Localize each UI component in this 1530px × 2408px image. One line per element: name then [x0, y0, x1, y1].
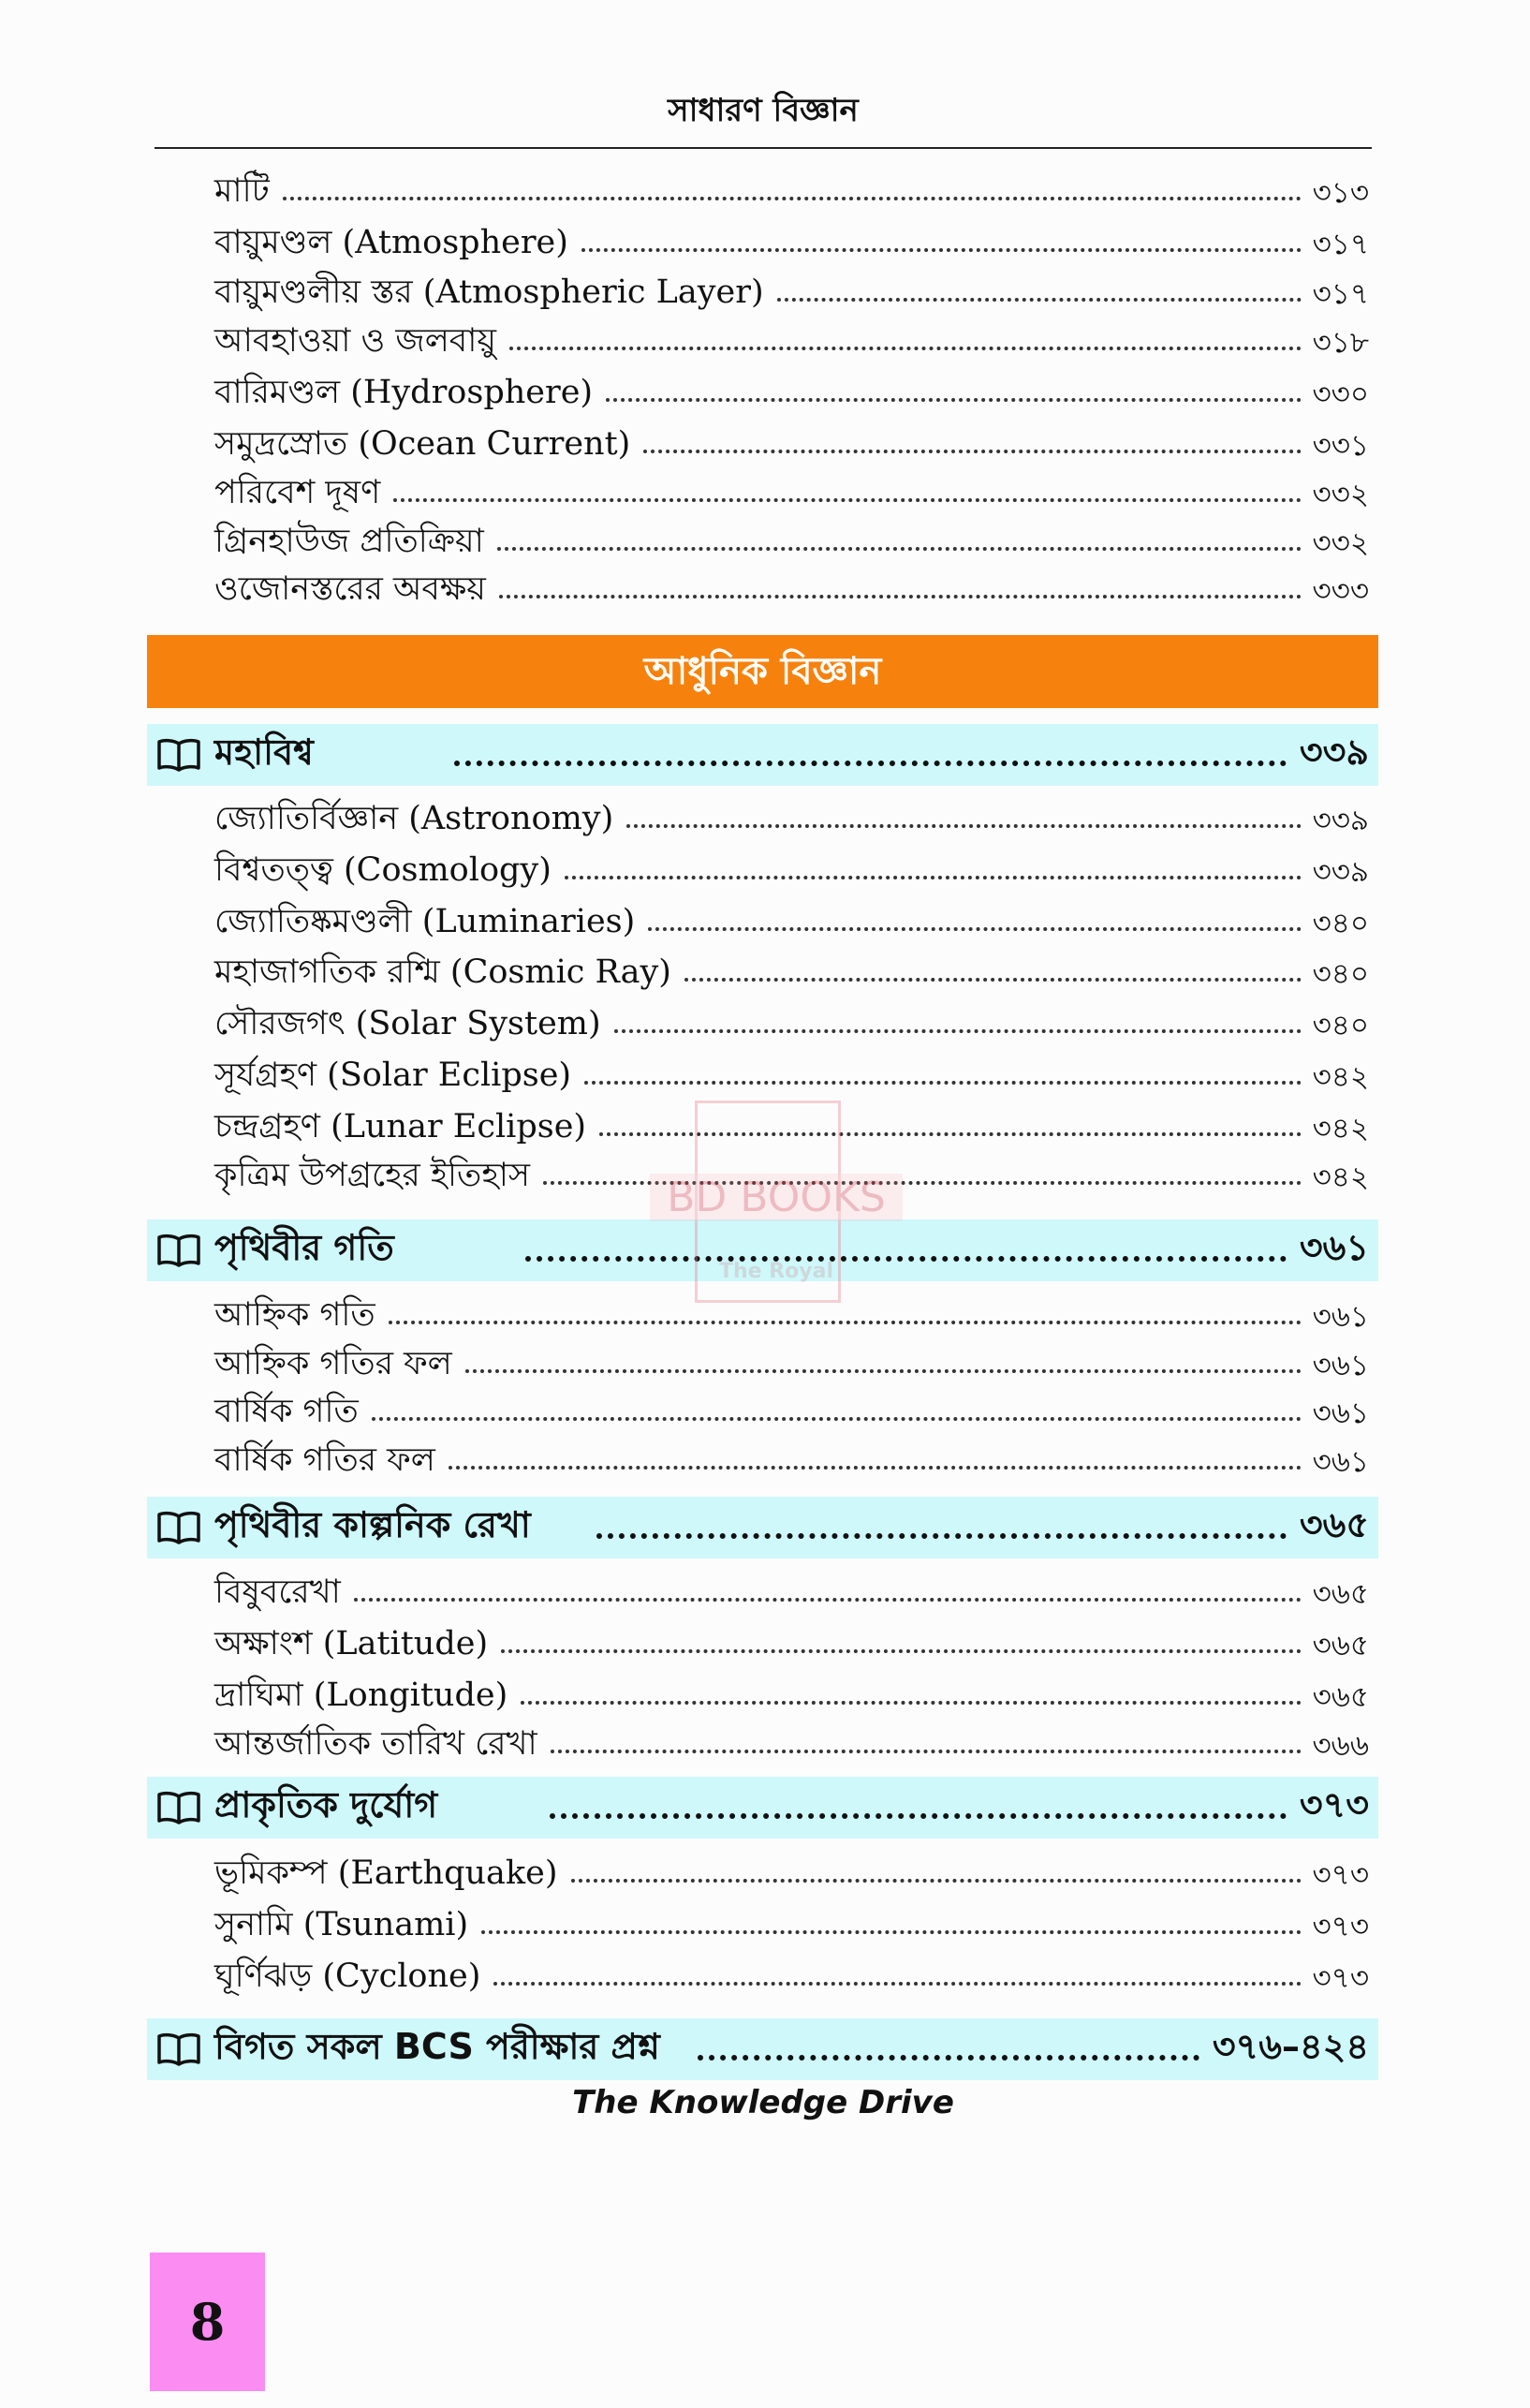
- section-heading[interactable]: [147, 1497, 1378, 1559]
- section-title: প্রাকৃতিক দুর্যোগ: [214, 1784, 438, 1825]
- section-page: ৩৭৬–৪২৪: [1212, 2026, 1369, 2067]
- toc-entry[interactable]: [147, 510, 1378, 558]
- section-heading[interactable]: [147, 1777, 1378, 1839]
- dot-leader: [393, 498, 1301, 502]
- section-title: মহাবিশ্ব: [214, 731, 314, 773]
- toc-entry-page: ৩৪০: [1312, 957, 1369, 991]
- page-header: সাধারণ বিজ্ঞান: [668, 92, 859, 129]
- toc-entry-page: ৩৭৩: [1312, 1858, 1369, 1892]
- toc-entry-label: বিষুবরেখা: [214, 1573, 341, 1611]
- toc-entry-page: ৩৬৬: [1312, 1729, 1369, 1763]
- toc-entry-page: ৩৪২: [1312, 1060, 1369, 1094]
- watermark-subtext: The Royal: [718, 1260, 834, 1283]
- section-heading[interactable]: [147, 1219, 1378, 1281]
- toc-entry[interactable]: [147, 1841, 1378, 1890]
- section-page: ৩৩৯: [1299, 731, 1369, 773]
- toc-entry[interactable]: [147, 461, 1378, 510]
- toc-entry-page: ৩৭৩: [1312, 1961, 1369, 1995]
- dot-leader: [643, 450, 1301, 453]
- dot-leader: [283, 197, 1302, 200]
- toc-entry[interactable]: [147, 1144, 1378, 1192]
- open-book-icon: [154, 1509, 203, 1546]
- toc-entry-label: বার্ষিক গতির ফল: [214, 1441, 435, 1479]
- toc-entry-page: ৩৩২: [1312, 478, 1369, 511]
- toc-entry[interactable]: [147, 787, 1378, 835]
- toc-entry[interactable]: [147, 309, 1378, 358]
- dot-leader: [389, 1321, 1302, 1324]
- dot-leader: [550, 1813, 1287, 1819]
- toc-entry-label: ভূমিকম্প (Earthquake): [214, 1854, 558, 1892]
- toc-entry-label: আহ্নিক গতি: [214, 1296, 375, 1334]
- toc-entry-label: আবহাওয়া ও জলবায়ু: [214, 322, 497, 360]
- dot-leader: [449, 1466, 1302, 1470]
- header-rule: [154, 147, 1372, 149]
- toc-entry[interactable]: [147, 890, 1378, 938]
- toc-entry-page: ৩১৮: [1312, 326, 1369, 360]
- toc-entry[interactable]: [147, 1612, 1378, 1661]
- dot-leader: [499, 595, 1302, 598]
- page-number: 8: [150, 2253, 265, 2391]
- toc-entry-label: বারিমণ্ডল (Hydrosphere): [214, 374, 594, 411]
- toc-entry-page: ৩৩৩: [1312, 574, 1369, 608]
- toc-entry-label: মাটি: [214, 172, 270, 210]
- dot-leader: [497, 547, 1302, 551]
- toc-entry-label: সূর্যগ্রহণ (Solar Eclipse): [214, 1056, 572, 1094]
- toc-entry-page: ৩৩৯: [1312, 855, 1369, 889]
- dot-leader: [606, 398, 1301, 402]
- section-page: ৩৬৫: [1299, 1504, 1369, 1545]
- footer-tagline: The Knowledge Drive: [572, 2084, 954, 2121]
- toc-entry-label: দ্রাঘিমা (Longitude): [214, 1677, 508, 1714]
- toc-entry[interactable]: [147, 1283, 1378, 1332]
- toc-entry-page: ৩৬১: [1312, 1300, 1369, 1334]
- toc-entry-page: ৩১৭: [1312, 277, 1369, 311]
- section-title: পৃথিবীর গতি: [214, 1227, 394, 1268]
- dot-leader: [525, 1256, 1287, 1262]
- section-title: বিগত সকল BCS পরীক্ষার প্রশ্ন: [214, 2026, 660, 2067]
- toc-entry-page: ৩৪০: [1312, 1009, 1369, 1042]
- dot-leader: [626, 824, 1301, 828]
- toc-entry-page: ৩৬১: [1312, 1396, 1369, 1430]
- toc-entry-page: ৩৪২: [1312, 1112, 1369, 1145]
- toc-entry[interactable]: [147, 1428, 1378, 1477]
- toc-entry-label: সুনামি (Tsunami): [214, 1906, 469, 1943]
- toc-entry-label: বার্ষিক গতি: [214, 1393, 359, 1430]
- section-page: ৩৬১: [1299, 1227, 1369, 1268]
- dot-leader: [354, 1598, 1302, 1602]
- dot-leader: [614, 1029, 1302, 1033]
- dot-leader: [584, 1081, 1301, 1085]
- dot-leader: [493, 1982, 1301, 1986]
- toc-entry[interactable]: [147, 1944, 1378, 1993]
- toc-entry-label: জ্যোতিষ্কমণ্ডলী (Luminaries): [214, 903, 636, 940]
- toc-entry-label: ওজোনস্তরের অবক্ষয়: [214, 570, 486, 608]
- toc-entry-page: ৩১৩: [1312, 176, 1369, 210]
- dot-leader: [372, 1417, 1302, 1421]
- toc-entry[interactable]: [147, 1712, 1378, 1761]
- dot-leader: [551, 1750, 1302, 1753]
- toc-entry-page: ৩৬১: [1312, 1445, 1369, 1479]
- toc-entry-page: ৩৬৫: [1312, 1577, 1369, 1611]
- dot-leader: [543, 1181, 1302, 1185]
- toc-entry-page: ৩৬১: [1312, 1349, 1369, 1382]
- dot-leader: [581, 248, 1302, 252]
- toc-entry[interactable]: [147, 260, 1378, 309]
- toc-entry[interactable]: [147, 1095, 1378, 1144]
- toc-entry[interactable]: [147, 1332, 1378, 1381]
- toc-entry-page: ৩৪২: [1312, 1160, 1369, 1194]
- toc-entry[interactable]: [147, 557, 1378, 606]
- open-book-icon: [154, 1789, 203, 1826]
- toc-entry-label: চন্দ্রগ্রহণ (Lunar Eclipse): [214, 1108, 587, 1145]
- dot-leader: [648, 927, 1301, 931]
- toc-entry[interactable]: [147, 1380, 1378, 1428]
- dot-leader: [501, 1649, 1301, 1653]
- dot-leader: [481, 1930, 1301, 1934]
- section-title: পৃথিবীর কাল্পনিক রেখা: [214, 1504, 531, 1545]
- section-heading[interactable]: [147, 2018, 1378, 2080]
- toc-entry-label: বায়ুমণ্ডলীয় স্তর (Atmospheric Layer): [214, 273, 764, 311]
- toc-entry[interactable]: [147, 211, 1378, 259]
- toc-entry[interactable]: [147, 940, 1378, 989]
- toc-entry[interactable]: [147, 1893, 1378, 1942]
- toc-entry-page: ৩৩১: [1312, 429, 1369, 463]
- toc-entry[interactable]: [147, 1560, 1378, 1609]
- open-book-icon: [154, 736, 203, 774]
- toc-entry[interactable]: [147, 361, 1378, 409]
- toc-entry-label: সমুদ্রস্রোত (Ocean Current): [214, 425, 631, 463]
- toc-entry-page: ৩৩২: [1312, 526, 1369, 560]
- watermark-text: BD BOOKS: [650, 1174, 903, 1221]
- dot-leader: [777, 298, 1302, 302]
- toc-entry-page: ৩৩৯: [1312, 804, 1369, 837]
- toc-entry-page: ৩৬৫: [1312, 1680, 1369, 1714]
- dot-leader: [465, 1369, 1302, 1373]
- toc-entry-page: ৩৩০: [1312, 377, 1369, 411]
- toc-entry-label: কৃত্রিম উপগ্রহের ইতিহাস: [214, 1157, 530, 1194]
- dot-leader: [565, 876, 1302, 879]
- toc-entry[interactable]: [147, 1043, 1378, 1092]
- toc-entry-label: বায়ুমণ্ডল (Atmosphere): [214, 224, 568, 261]
- dot-leader: [509, 347, 1302, 350]
- toc-entry-label: অক্ষাংশ (Latitude): [214, 1625, 489, 1662]
- section-heading[interactable]: [147, 724, 1378, 786]
- dot-leader: [596, 1533, 1287, 1539]
- toc-entry-label: বিশ্বতত্ত্ব (Cosmology): [214, 851, 552, 889]
- dot-leader: [684, 978, 1302, 982]
- dot-leader: [571, 1879, 1302, 1883]
- toc-entry-page: ৩৬৫: [1312, 1629, 1369, 1662]
- toc-entry[interactable]: [147, 1663, 1378, 1712]
- toc-entry-page: ৩১৭: [1312, 228, 1369, 261]
- toc-entry-label: সৌরজগৎ (Solar System): [214, 1005, 601, 1042]
- toc-entry-label: গ্রিনহাউজ প্রতিক্রিয়া: [214, 523, 484, 560]
- dot-leader: [521, 1701, 1301, 1705]
- toc-entry-label: ঘূর্ণিঝড় (Cyclone): [214, 1957, 481, 1995]
- toc-entry-label: আহ্নিক গতির ফল: [214, 1345, 452, 1382]
- toc-entry-label: আন্তর্জাতিক তারিখ রেখা: [214, 1725, 537, 1763]
- chapter-banner: আধুনিক বিজ্ঞান: [147, 635, 1378, 708]
- toc-entry-label: জ্যোতির্বিজ্ঞান (Astronomy): [214, 800, 614, 837]
- toc-entry-page: ৩৭৩: [1312, 1910, 1369, 1943]
- dot-leader: [599, 1132, 1301, 1136]
- toc-entry-label: পরিবেশ দূষণ: [214, 474, 381, 511]
- toc-entry[interactable]: [147, 838, 1378, 887]
- toc-entry[interactable]: [147, 992, 1378, 1041]
- dot-leader: [454, 761, 1287, 766]
- toc-entry[interactable]: [147, 159, 1378, 208]
- section-page: ৩৭৩: [1299, 1784, 1369, 1825]
- toc-entry-label: মহাজাগতিক রশ্মি (Cosmic Ray): [214, 953, 671, 991]
- toc-entry-page: ৩৪০: [1312, 907, 1369, 940]
- dot-leader: [698, 2055, 1199, 2061]
- open-book-icon: [154, 1232, 203, 1269]
- open-book-icon: [154, 2031, 203, 2068]
- toc-entry[interactable]: [147, 412, 1378, 461]
